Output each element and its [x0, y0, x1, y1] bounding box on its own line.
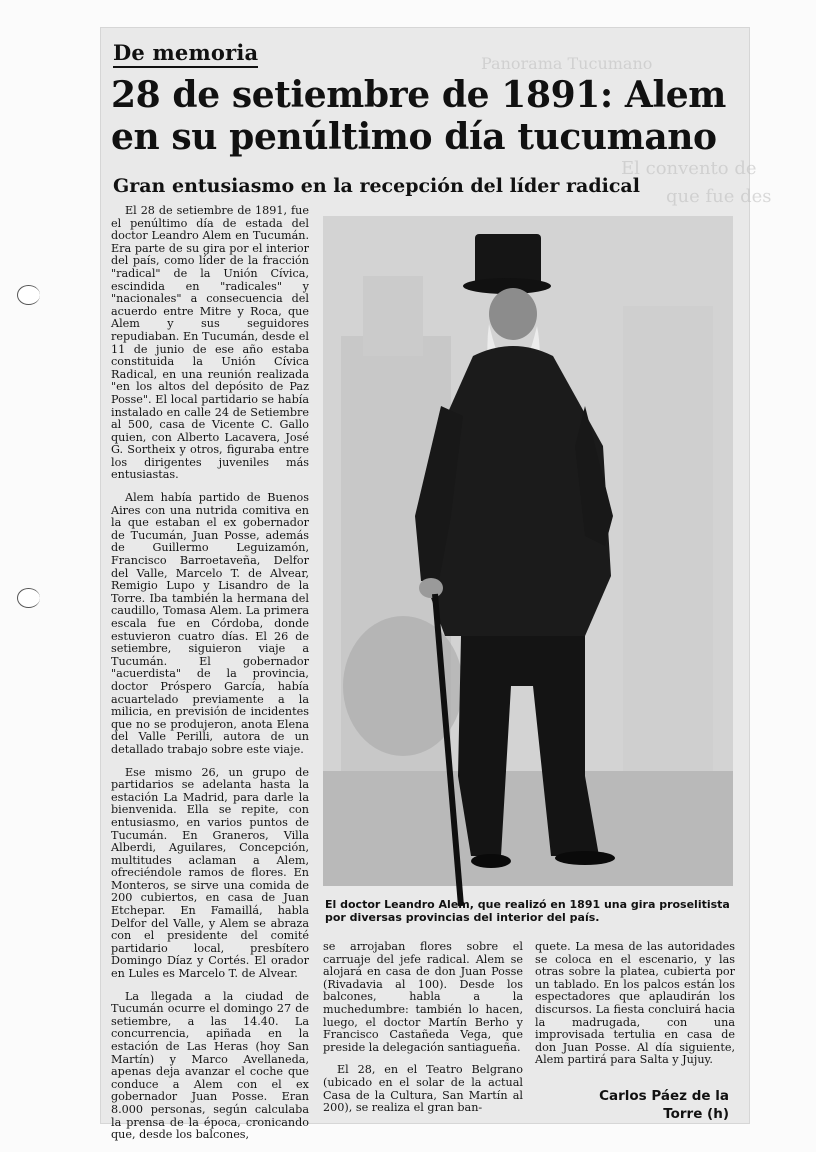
- article-column-3: [535, 941, 735, 1077]
- article-column-1: [111, 205, 309, 1152]
- punch-hole-icon: [17, 588, 40, 608]
- photo-caption: El doctor Leandro Alem, que realizó en 1891 una gira proselitista por diversas provincias del interior del país.: [325, 898, 730, 924]
- headline: 28 de setiembre de 1891: Alem en su penúltimo día tucumano: [111, 74, 726, 158]
- author-name-line: Carlos Páez de la: [599, 1088, 729, 1104]
- subtitle: Gran entusiasmo en la recepción del líder radical: [113, 175, 640, 197]
- bleed-through-text: Panorama Tucumano: [481, 54, 653, 73]
- section-kicker: De memoria: [113, 40, 258, 68]
- newspaper-clipping: [101, 28, 772, 1142]
- paragraph: se arrojaban flores sobre el carruaje del jefe radical. Alem se alojará en casa de don Juan Posse (Rivadavia al 100). Desde los balcones, habla a la muchedumbre: también lo hacen, luego, el doctor Martín Berho y Francisco Castañeda Vega, que preside la delegación santiagueña.: [323, 940, 523, 1054]
- author-byline: [599, 1087, 729, 1123]
- article-column-2: [323, 941, 523, 1125]
- paragraph: El 28 de setiembre de 1891, fue el penúltimo día de estada del doctor Leandro Alem en Tucumán. Era parte de su gira por el interior del país, como líder de la fracción "radical" de la Unión Cívica, escindida en "radicales" y "nacionales" a consecuencia del acuerdo entre Mitre y Roca, que Alem y sus seguidores repudiaban. En Tucumán, desde el 11 de junio de ese año estaba constituida la Unión Cívica Radical, en una reunión realizada "en los altos del depósito de Paz Posse". El local partidario se había instalado en calle 24 de Setiembre al 500, casa de Vicente C. Gallo quien, con Alberto Lacavera, José G. Sortheix y otros, figuraba entre los dirigentes juveniles más entusiastas.: [111, 204, 309, 482]
- portrait-photo: [323, 216, 733, 886]
- paragraph: La llegada a la ciudad de Tucumán ocurre el domingo 27 de setiembre, a las 14.40. La concurrencia, apiñada en la estación de Las Heras (hoy San Martín) y Marco Avellaneda, apenas deja avanzar el coche que conduce a Alem con el ex gobernador Juan Posse. Eran 8.000 personas, según calculaba la prensa de la época, cronicando que, desde los balcones,: [111, 989, 309, 1142]
- portrait-figure-icon: [323, 216, 733, 886]
- author-name-line: Torre (h): [663, 1106, 729, 1122]
- paragraph: Ese mismo 26, un grupo de partidarios se adelanta hasta la estación La Madrid, para darle la bienvenida. Ella se repite, con entusiasmo, en varios puntos de Tucumán. En Graneros, Villa Alberdi, Aguilares, Concepción, multitudes aclaman a Alem, ofreciéndole ramos de flores. En Monteros, se sirve una comida de 200 cubiertos, en casa de Juan Etchepar. En Famaillá, habla Delfor del Valle, y Alem se abraza con el presidente del comité partidario local, presbítero Domingo Díaz y Cortés. El orador en Lules es Marcelo T. de Alvear.: [111, 765, 309, 981]
- paragraph: quete. La mesa de las autoridades se coloca en el escenario, y las otras sobre la platea, cubierta por un tablado. En los palcos están los espectadores que aplaudirán los discursos. La fiesta concluirá hacia la madrugada, con una improvisada tertulia en casa de don Juan Posse. Al día siguiente, Alem partirá para Salta y Jujuy.: [535, 940, 735, 1067]
- punch-hole-icon: [17, 285, 40, 305]
- bleed-through-text: El convento de: [621, 158, 757, 179]
- paragraph: Alem había partido de Buenos Aires con una nutrida comitiva en la que estaban el ex gobernador de Tucumán, Juan Posse, además de Guillermo Leguizamón, Francisco Barroetaveña, Delfor del Valle, Marcelo T. de Alvear, Remigio Lupo y Lisandro de la Torre. Iba también la hermana del caudillo, Tomasa Alem. La primera escala fue en Córdoba, donde estuvieron cuatro días. El 26 de setiembre, siguieron viaje a Tucumán. El gobernador "acuerdista" de la provincia, doctor Próspero García, había acuartelado previamente a la milicia, en previsión de incidentes que no se produjeron, anota Elena del Valle Perilli, autora de un detallado trabajo sobre este viaje.: [111, 491, 309, 756]
- bleed-through-text: que fue des: [666, 186, 772, 207]
- paragraph: El 28, en el Teatro Belgrano (ubicado en el solar de la actual Casa de la Cultura, San Martín al 200), se realiza el gran ban-: [323, 1063, 523, 1115]
